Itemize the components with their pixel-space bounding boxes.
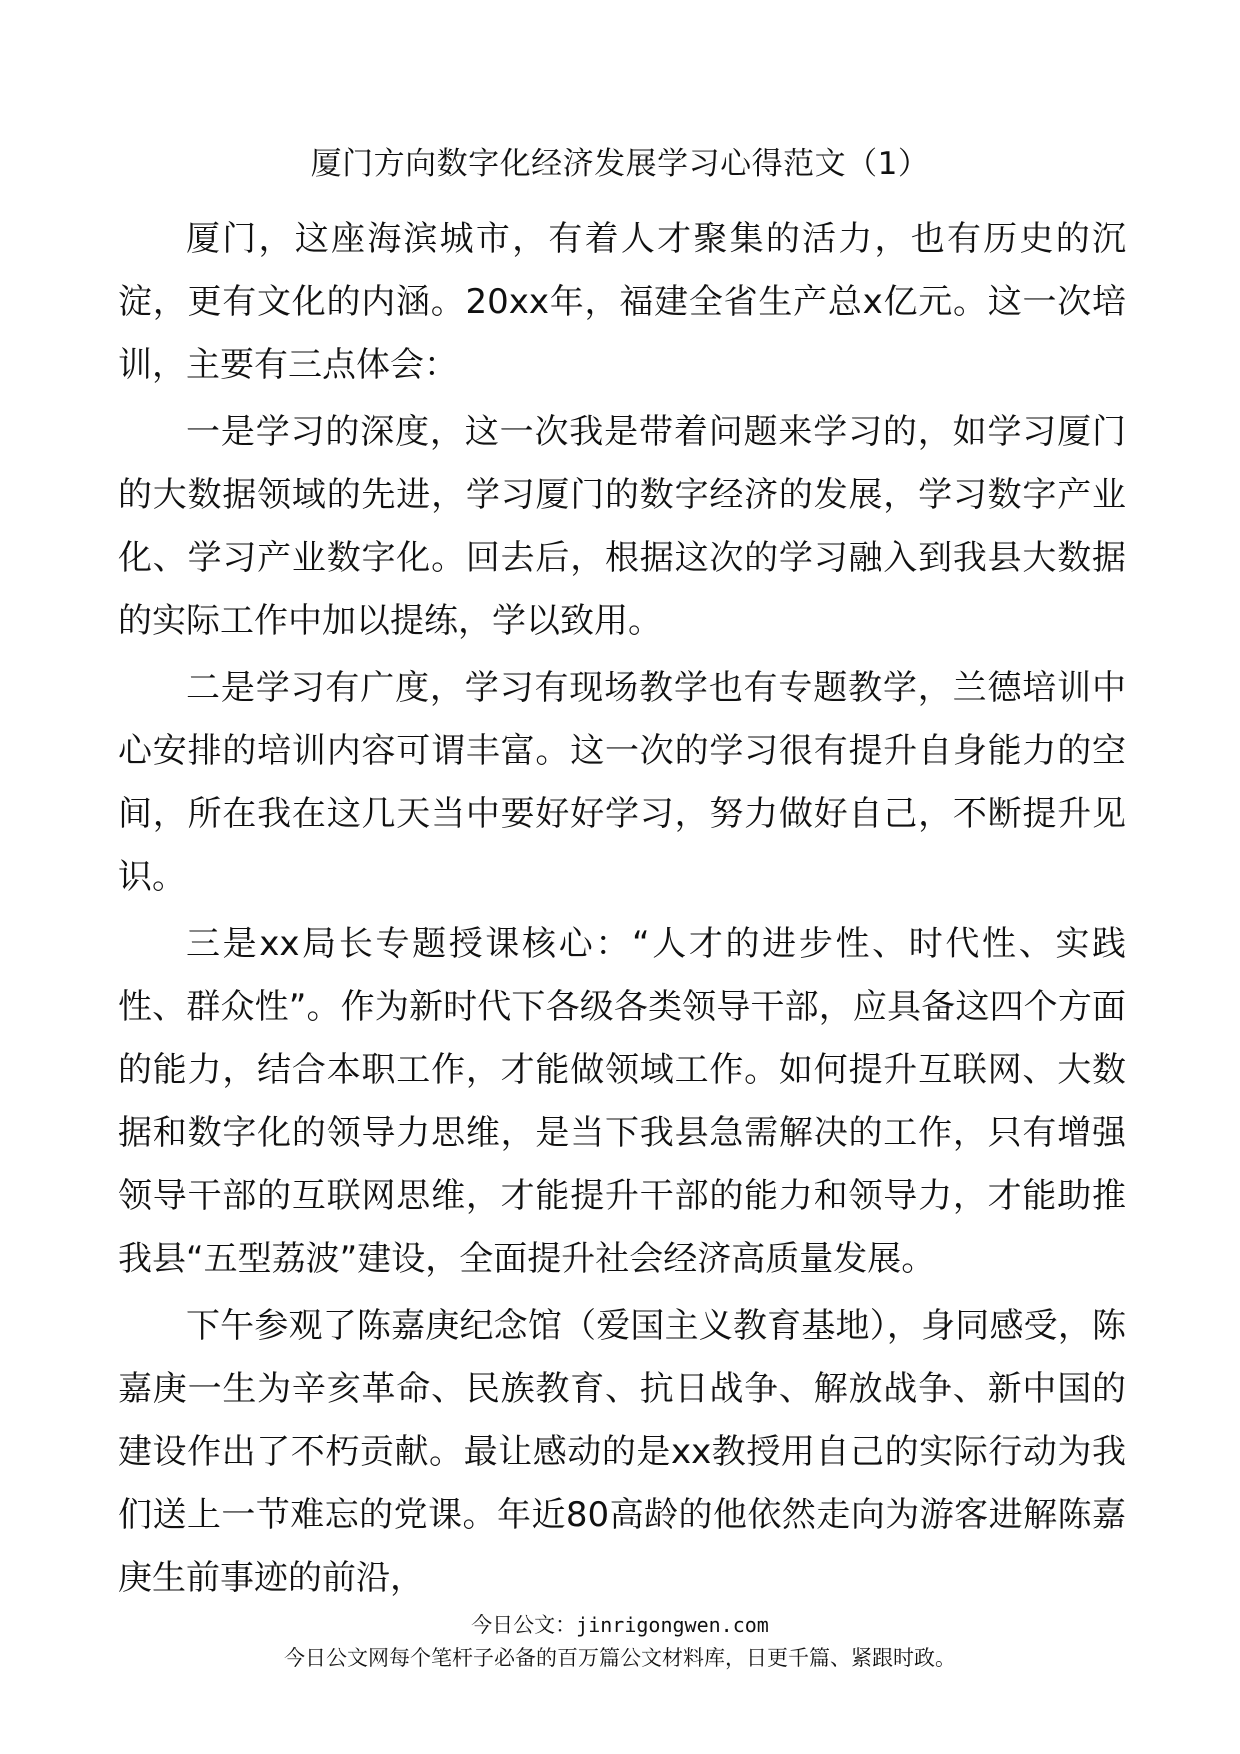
paragraph-afternoon-visit: 下午参观了陈嘉庚纪念馆（爱国主义教育基地），身同感受，陈嘉庚一生为辛亥革命、民族教育、抗日战争、解放战争、新中国的建设作出了不朽贡献。最让感动的是xx教授用自己的实际行动为我们送上一节难忘的党课。年近80高龄的他依然走向为游客进解陈嘉庚生前事迹的前沿， bbox=[118, 1306, 1126, 1598]
footer-slogan: 今日公文网每个笔杆子必备的百万篇公文材料库，日更千篇、紧跟时政。 bbox=[284, 1646, 956, 1670]
document-title: 厦门方向数字化经济发展学习心得范文（1） bbox=[310, 146, 930, 182]
paragraph-point-one: 一是学习的深度，这一次我是带着问题来学习的，如学习厦门的大数据领域的先进，学习厦门的数字经济的发展，学习数字产业化、学习产业数字化。回去后，根据这次的学习融入到我县大数据的实际工作中加以提练，学以致用。 bbox=[118, 412, 1126, 641]
paragraph-intro: 厦门，这座海滨城市，有着人才聚集的活力，也有历史的沉淀，更有文化的内涵。20xx年，福建全省生产总x亿元。这一次培训，主要有三点体会： bbox=[118, 219, 1126, 385]
paragraph-point-three: 三是xx局长专题授课核心：“人才的进步性、时代性、实践性、群众性”。作为新时代下各级各类领导干部，应具备这四个方面的能力，结合本职工作，才能做领域工作。如何提升互联网、大数据和数字化的领导力思维，是当下我县急需解决的工作，只有增强领导干部的互联网思维，才能提升干部的能力和领导力，才能助推我县“五型荔波”建设，全面提升社会经济高质量发展。 bbox=[118, 924, 1126, 1279]
footer-site-url[interactable]: jinrigongwen.com bbox=[576, 1613, 769, 1637]
footer-site-label: 今日公文： bbox=[471, 1613, 577, 1637]
footer-site-line bbox=[0, 1610, 1240, 1640]
document-body bbox=[118, 208, 1126, 1610]
paragraph-point-two: 二是学习有广度，学习有现场教学也有专题教学，兰德培训中心安排的培训内容可谓丰富。这一次的学习很有提升自身能力的空间，所在我在这几天当中要好好学习，努力做好自己，不断提升见识。 bbox=[118, 668, 1126, 897]
